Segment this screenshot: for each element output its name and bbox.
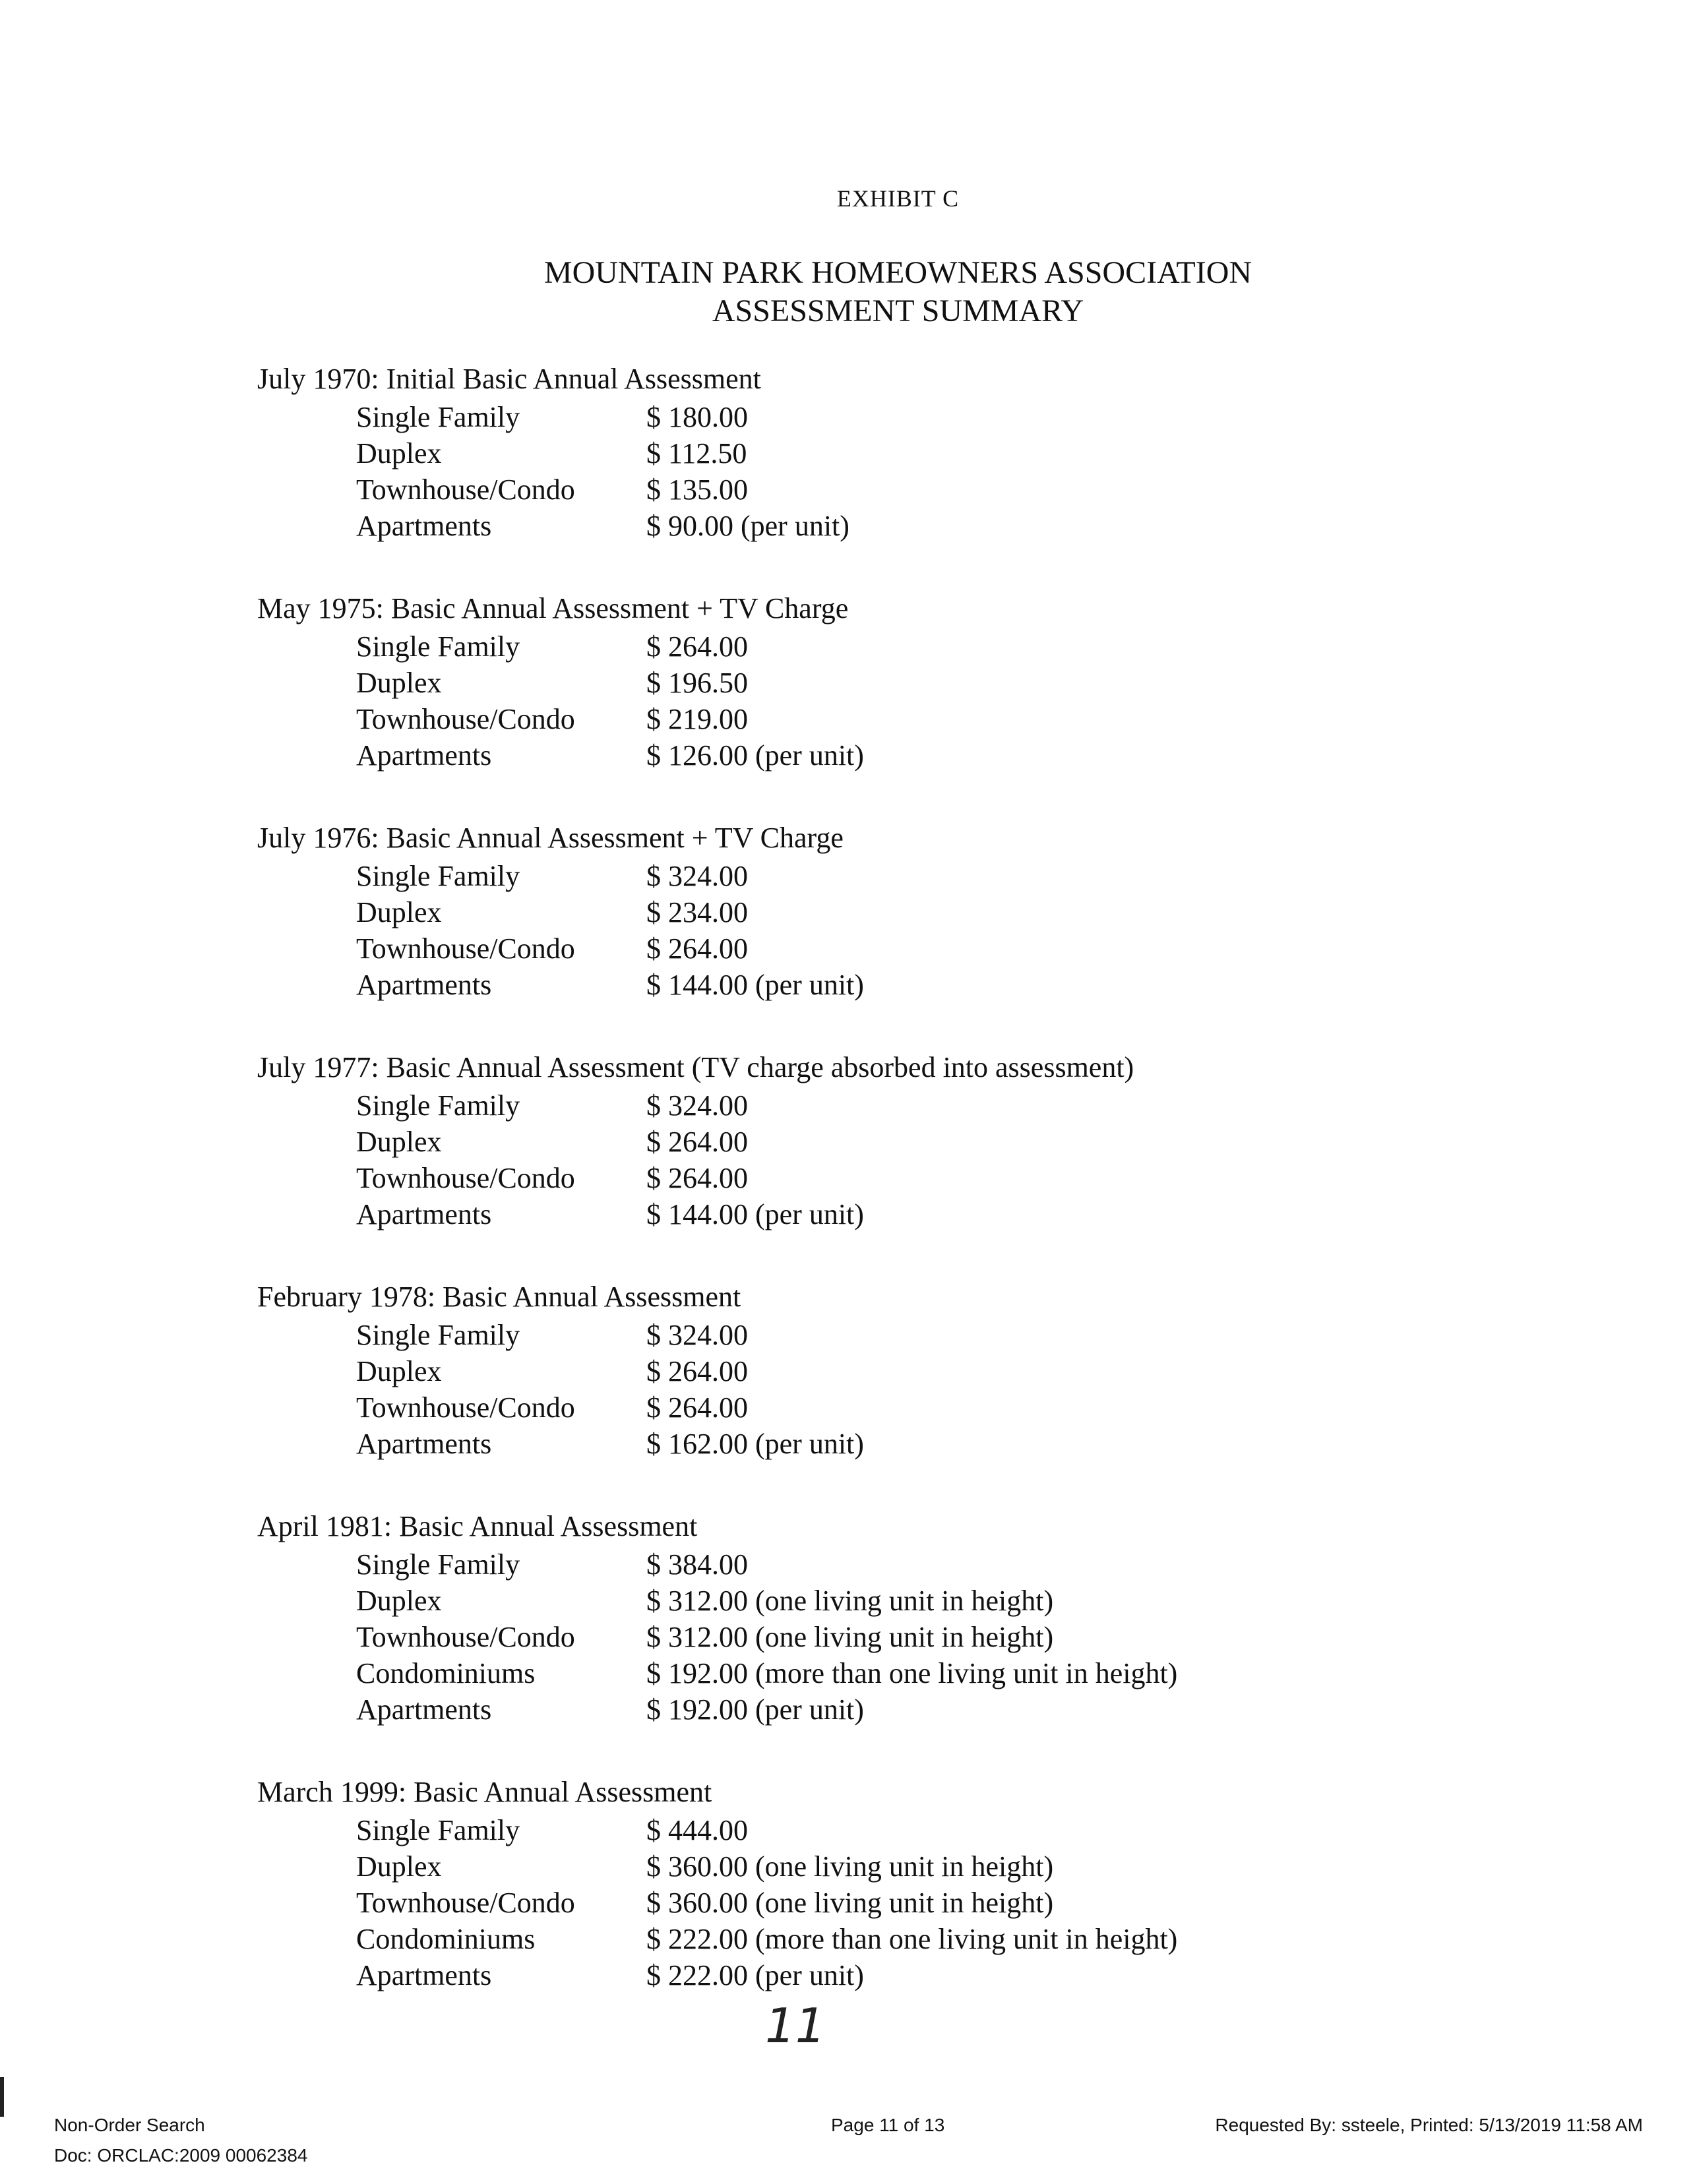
assessment-row (257, 1196, 1497, 1232)
assessment-amount: $ 192.00 (per unit) (646, 1693, 864, 1726)
unit-type: Single Family (356, 1319, 520, 1351)
assessment-row (257, 930, 1497, 967)
assessment-section (257, 818, 1497, 1003)
assessment-list (257, 359, 1497, 2038)
assessment-amount: $ 444.00 (646, 1814, 748, 1846)
assessment-row (257, 508, 1497, 544)
assessment-amount: $ 264.00 (646, 1355, 748, 1387)
assessment-row (257, 1848, 1497, 1885)
assessment-amount: $ 126.00 (per unit) (646, 739, 864, 772)
handwritten-page-number: 11 (765, 1998, 826, 2053)
unit-type: Apartments (356, 1428, 492, 1460)
assessment-amount: $ 112.50 (646, 437, 747, 470)
unit-type: Duplex (356, 667, 442, 699)
unit-type: Townhouse/Condo (356, 1887, 575, 1919)
unit-type: Townhouse/Condo (356, 473, 575, 506)
unit-type: Single Family (356, 630, 520, 663)
unit-type: Single Family (356, 860, 520, 892)
assessment-row (257, 894, 1497, 930)
assessment-amount: $ 196.50 (646, 667, 748, 699)
assessment-amount: $ 219.00 (646, 703, 748, 735)
assessment-amount: $ 360.00 (one living unit in height) (646, 1850, 1054, 1883)
assessment-section (257, 1277, 1497, 1462)
footer-search-type: Non-Order Search (54, 2115, 205, 2135)
assessment-amount: $ 264.00 (646, 630, 748, 663)
assessment-amount: $ 324.00 (646, 1319, 748, 1351)
section-heading: May 1975: Basic Annual Assessment + TV Charge (257, 592, 849, 624)
unit-type: Townhouse/Condo (356, 1391, 575, 1424)
section-heading: February 1978: Basic Annual Assessment (257, 1281, 741, 1313)
assessment-row (257, 737, 1497, 774)
footer-doc-id: Doc: ORCLAC:2009 00062384 (54, 2145, 308, 2166)
assessment-amount: $ 222.00 (per unit) (646, 1959, 864, 1991)
assessment-row (257, 1691, 1497, 1728)
footer-requested-by: Requested By: ssteele, Printed: 5/13/2019 11:58 AM (1215, 2115, 1643, 2135)
assessment-row (257, 1957, 1497, 1993)
unit-type: Single Family (356, 1548, 520, 1581)
assessment-row (257, 1426, 1497, 1462)
unit-type: Duplex (356, 1585, 442, 1617)
assessment-amount: $ 192.00 (more than one living unit in height) (646, 1657, 1178, 1689)
assessment-row (257, 1160, 1497, 1196)
assessment-amount: $ 264.00 (646, 932, 748, 965)
unit-type: Single Family (356, 1814, 520, 1846)
title-line-2: ASSESSMENT SUMMARY (712, 293, 1084, 328)
assessment-row (257, 701, 1497, 737)
unit-type: Duplex (356, 1126, 442, 1158)
assessment-row (257, 665, 1497, 701)
assessment-row (257, 1389, 1497, 1426)
unit-type: Apartments (356, 1198, 492, 1230)
unit-type: Apartments (356, 969, 492, 1001)
assessment-section (257, 1507, 1497, 1728)
assessment-row (257, 1655, 1497, 1691)
section-heading: July 1976: Basic Annual Assessment + TV Charge (257, 822, 844, 854)
assessment-amount: $ 360.00 (one living unit in height) (646, 1887, 1054, 1919)
assessment-amount: $ 135.00 (646, 473, 748, 506)
assessment-row (257, 858, 1497, 894)
unit-type: Townhouse/Condo (356, 932, 575, 965)
assessment-amount: $ 222.00 (more than one living unit in height) (646, 1923, 1178, 1955)
assessment-row (257, 1087, 1497, 1124)
unit-type: Duplex (356, 437, 442, 470)
exhibit-label: EXHIBIT C (836, 185, 960, 212)
assessment-row (257, 399, 1497, 435)
document-title (0, 254, 1697, 330)
assessment-row (257, 1546, 1497, 1583)
unit-type: Single Family (356, 401, 520, 433)
assessment-amount: $ 324.00 (646, 1089, 748, 1122)
assessment-section (257, 359, 1497, 544)
unit-type: Apartments (356, 1959, 492, 1991)
assessment-amount: $ 90.00 (per unit) (646, 510, 849, 542)
unit-type: Townhouse/Condo (356, 1621, 575, 1653)
assessment-row (257, 1812, 1497, 1848)
assessment-amount: $ 234.00 (646, 896, 748, 928)
assessment-section (257, 1773, 1497, 1993)
assessment-amount: $ 264.00 (646, 1391, 748, 1424)
section-heading: July 1977: Basic Annual Assessment (TV charge absorbed into assessment) (257, 1051, 1134, 1083)
section-heading: July 1970: Initial Basic Annual Assessment (257, 363, 761, 395)
assessment-row (257, 628, 1497, 665)
assessment-row (257, 1921, 1497, 1957)
assessment-row (257, 967, 1497, 1003)
footer-page-count: Page 11 of 13 (831, 2115, 945, 2135)
assessment-row (257, 471, 1497, 508)
assessment-amount: $ 264.00 (646, 1126, 748, 1158)
assessment-amount: $ 264.00 (646, 1162, 748, 1194)
assessment-row (257, 1885, 1497, 1921)
unit-type: Condominiums (356, 1923, 536, 1955)
assessment-amount: $ 312.00 (one living unit in height) (646, 1621, 1054, 1653)
unit-type: Duplex (356, 1355, 442, 1387)
section-heading: March 1999: Basic Annual Assessment (257, 1776, 712, 1808)
assessment-row (257, 1353, 1497, 1389)
unit-type: Duplex (356, 1850, 442, 1883)
assessment-row (257, 435, 1497, 471)
unit-type: Single Family (356, 1089, 520, 1122)
unit-type: Condominiums (356, 1657, 536, 1689)
assessment-amount: $ 180.00 (646, 401, 748, 433)
unit-type: Duplex (356, 896, 442, 928)
unit-type: Apartments (356, 739, 492, 772)
assessment-amount: $ 144.00 (per unit) (646, 1198, 864, 1230)
assessment-amount: $ 144.00 (per unit) (646, 969, 864, 1001)
assessment-amount: $ 324.00 (646, 860, 748, 892)
assessment-section (257, 1048, 1497, 1232)
unit-type: Townhouse/Condo (356, 1162, 575, 1194)
assessment-amount: $ 384.00 (646, 1548, 748, 1581)
unit-type: Townhouse/Condo (356, 703, 575, 735)
assessment-row (257, 1583, 1497, 1619)
assessment-row (257, 1317, 1497, 1353)
unit-type: Apartments (356, 1693, 492, 1726)
assessment-row (257, 1619, 1497, 1655)
title-line-1: MOUNTAIN PARK HOMEOWNERS ASSOCIATION (543, 255, 1252, 290)
section-heading: April 1981: Basic Annual Assessment (257, 1510, 698, 1542)
assessment-amount: $ 312.00 (one living unit in height) (646, 1585, 1054, 1617)
assessment-row (257, 1124, 1497, 1160)
assessment-amount: $ 162.00 (per unit) (646, 1428, 864, 1460)
assessment-section (257, 589, 1497, 774)
unit-type: Apartments (356, 510, 492, 542)
scan-edge-mark (0, 2077, 4, 2117)
